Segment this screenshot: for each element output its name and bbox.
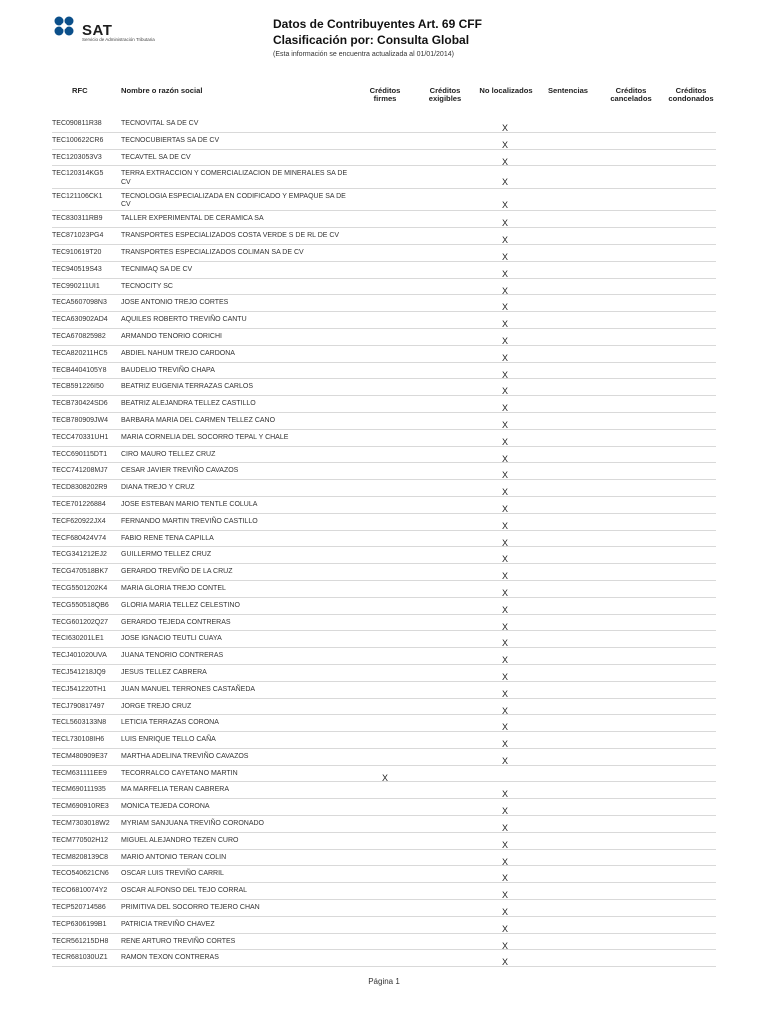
- table-row: [0, 312, 768, 329]
- name-cell: BARBARA MARIA DEL CARMEN TELLEZ CANO: [121, 416, 276, 424]
- table-row: [0, 480, 768, 497]
- x-mark: X: [502, 199, 509, 210]
- x-mark: X: [502, 218, 509, 229]
- x-mark: X: [502, 436, 509, 447]
- x-mark: X: [502, 823, 509, 834]
- name-cell: FABIO RENE TENA CAPILLA: [121, 534, 214, 542]
- rfc-cell: TECB4404105Y8: [52, 366, 107, 374]
- x-mark: X: [502, 655, 509, 666]
- x-mark: X: [502, 940, 509, 951]
- col-header-sentencias: Sentencias: [547, 86, 589, 95]
- name-cell: JOSE ESTEBAN MARIO TENTLE COLULA: [121, 500, 258, 508]
- rfc-cell: TECL730108IH6: [52, 736, 105, 744]
- x-mark: X: [502, 907, 509, 918]
- x-mark: X: [502, 722, 509, 733]
- x-mark: X: [502, 856, 509, 867]
- x-mark: X: [502, 177, 509, 188]
- name-cell: BAUDELIO TREVIÑO CHAPA: [121, 366, 215, 374]
- col-header-firmes: Créditos firmes: [369, 86, 401, 103]
- x-mark: X: [502, 123, 509, 133]
- rfc-cell: TEC120314KG5: [52, 170, 104, 178]
- table-row: [0, 189, 768, 212]
- rfc-cell: TEC940519S43: [52, 265, 102, 273]
- name-cell: OSCAR ALFONSO DEL TEJO CORRAL: [121, 887, 248, 895]
- row-divider: [52, 966, 716, 967]
- x-mark: X: [502, 470, 509, 481]
- table-row: [0, 766, 768, 783]
- name-cell: JOSE ANTONIO TREJO CORTES: [121, 299, 229, 307]
- rfc-cell: TECJ541218JQ9: [52, 668, 106, 676]
- col-header-cancelados: Créditos cancelados: [610, 86, 652, 103]
- name-cell: TECNIMAQ SA DE CV: [121, 265, 193, 273]
- rfc-cell: TEC910619T20: [52, 248, 102, 256]
- sat-logo: [52, 14, 182, 44]
- name-cell: MYRIAM SANJUANA TREVIÑO CORONADO: [121, 820, 265, 828]
- x-mark: X: [502, 957, 509, 968]
- x-mark: X: [502, 386, 509, 397]
- name-cell: FERNANDO MARTIN TREVIÑO CASTILLO: [121, 517, 258, 525]
- name-cell: GERARDO TREVIÑO DE LA CRUZ: [121, 568, 233, 576]
- name-cell: LETICIA TERRAZAS CORONA: [121, 719, 219, 727]
- name-cell: MIGUEL ALEJANDRO TEZEN CURO: [121, 836, 239, 844]
- name-cell: MONICA TEJEDA CORONA: [121, 803, 210, 811]
- x-mark: X: [502, 587, 509, 598]
- table-row: [0, 531, 768, 548]
- table-row: [0, 295, 768, 312]
- rfc-cell: TECA5607098N3: [52, 299, 107, 307]
- x-mark: X: [502, 251, 509, 262]
- table-row: [0, 816, 768, 833]
- name-cell: GUILLERMO TELLEZ CRUZ: [121, 551, 212, 559]
- x-mark: X: [502, 235, 509, 246]
- name-cell: BEATRIZ ALEJANDRA TELLEZ CASTILLO: [121, 400, 256, 408]
- rfc-cell: TECB730424SD6: [52, 400, 108, 408]
- rfc-cell: TEC090811R38: [52, 120, 102, 127]
- rfc-cell: TECJ541220TH1: [52, 685, 107, 693]
- x-mark: X: [502, 520, 509, 531]
- rfc-cell: TECA630902AD4: [52, 316, 108, 324]
- table-row: [0, 228, 768, 245]
- table-row: [0, 934, 768, 951]
- col-header-name: Nombre o razón social: [121, 86, 203, 95]
- x-mark: X: [502, 638, 509, 649]
- x-mark: X: [502, 537, 509, 548]
- name-cell: GLORIA MARIA TELLEZ CELESTINO: [121, 601, 240, 609]
- table-row: [0, 615, 768, 632]
- name-cell: PATRICIA TREVIÑO CHAVEZ: [121, 920, 215, 928]
- name-cell: ARMANDO TENORIO CORICHI: [121, 332, 222, 340]
- rfc-cell: TECG341212EJ2: [52, 551, 107, 559]
- table-row: [0, 396, 768, 413]
- table-row: [0, 346, 768, 363]
- table-row: [0, 430, 768, 447]
- rfc-cell: TECM631111EE9: [52, 769, 107, 777]
- rfc-cell: TECG550518QB6: [52, 601, 109, 609]
- table-row: [0, 262, 768, 279]
- table-row: [0, 850, 768, 867]
- rfc-cell: TECO6810074Y2: [52, 887, 108, 895]
- table-row: [0, 116, 768, 133]
- name-cell: BEATRIZ EUGENIA TERRAZAS CARLOS: [121, 383, 253, 391]
- name-cell: GERARDO TEJEDA CONTRERAS: [121, 618, 231, 626]
- name-cell: MARTHA ADELINA TREVIÑO CAVAZOS: [121, 752, 249, 760]
- document-subtitle: Clasificación por: Consulta Global: [273, 33, 470, 47]
- rfc-cell: TEC121106CK1: [52, 192, 103, 200]
- col-header-rfc: RFC: [72, 86, 88, 95]
- rfc-cell: TECG470518BK7: [52, 568, 109, 576]
- table-row: [0, 749, 768, 766]
- name-cell: CESAR JAVIER TREVIÑO CAVAZOS: [121, 467, 239, 475]
- name-cell: MARIO ANTONIO TERAN COLIN: [121, 853, 227, 861]
- rfc-cell: TECB591226I50: [52, 383, 104, 391]
- x-mark: X: [502, 268, 509, 279]
- taxpayer-table: [0, 116, 768, 967]
- name-cell: CIRO MAURO TELLEZ CRUZ: [121, 450, 216, 458]
- x-mark: X: [502, 806, 509, 817]
- page-number: Página 1: [368, 977, 400, 986]
- rfc-cell: TECE701226884: [52, 500, 106, 508]
- rfc-cell: TECB780909JW4: [52, 416, 109, 424]
- name-cell: LUIS ENRIQUE TELLO CAÑA: [121, 736, 216, 744]
- table-row: [0, 211, 768, 228]
- x-mark: X: [502, 890, 509, 901]
- table-row: [0, 447, 768, 464]
- x-mark: X: [382, 772, 389, 783]
- name-cell: RAMON TEXON CONTRERAS: [121, 954, 219, 962]
- rfc-cell: TECD8308202R9: [52, 484, 108, 492]
- name-cell: TECNOCITY SC: [121, 282, 173, 290]
- x-mark: X: [502, 503, 509, 514]
- table-row: [0, 413, 768, 430]
- rfc-cell: TECC470331UH1: [52, 433, 109, 441]
- table-row: [0, 245, 768, 262]
- rfc-cell: TECM480909E37: [52, 752, 108, 760]
- x-mark: X: [502, 302, 509, 313]
- table-row: [0, 950, 768, 967]
- x-mark: X: [502, 403, 509, 414]
- update-note: (Esta información se encuentra actualizada al 01/01/2014): [273, 51, 454, 58]
- name-cell: JESUS TELLEZ CABRERA: [121, 668, 207, 676]
- table-row: [0, 866, 768, 883]
- rfc-cell: TECC690115DT1: [52, 450, 108, 458]
- rfc-cell: TECP6306199B1: [52, 920, 107, 928]
- rfc-cell: TECI630201LE1: [52, 635, 104, 643]
- rfc-cell: TECR681030UZ1: [52, 954, 108, 962]
- name-cell: TECNOCUBIERTAS SA DE CV: [121, 136, 220, 144]
- rfc-cell: TEC1203053V3: [52, 153, 102, 161]
- rfc-cell: TECL5603133N8: [52, 719, 107, 727]
- col-header-exigibles: Créditos exigibles: [428, 86, 462, 103]
- table-row: [0, 631, 768, 648]
- table-row: [0, 514, 768, 531]
- rfc-cell: TECJ401020UVA: [52, 652, 107, 660]
- document-title: Datos de Contribuyentes Art. 69 CFF: [273, 17, 482, 31]
- table-row: [0, 799, 768, 816]
- table-row: [0, 463, 768, 480]
- name-cell: DIANA TREJO Y CRUZ: [121, 484, 195, 492]
- name-cell: RENE ARTURO TREVIÑO CORTES: [121, 937, 236, 945]
- table-row: [0, 581, 768, 598]
- name-cell: TRANSPORTES ESPECIALIZADOS COSTA VERDE S DE RL DE CV: [121, 232, 340, 240]
- name-cell: TERRA EXTRACCION Y COMERCIALIZACION DE MINERALES SA DE CV: [121, 170, 348, 186]
- x-mark: X: [502, 839, 509, 850]
- rfc-cell: TEC871023PG4: [52, 232, 104, 240]
- table-row: [0, 379, 768, 396]
- name-cell: JOSE IGNACIO TEUTLI CUAYA: [121, 635, 222, 643]
- x-mark: X: [502, 319, 509, 330]
- table-row: [0, 900, 768, 917]
- name-cell: TALLER EXPERIMENTAL DE CERAMICA SA: [121, 215, 264, 223]
- x-mark: X: [502, 453, 509, 464]
- x-mark: X: [502, 789, 509, 800]
- x-mark: X: [502, 285, 509, 296]
- name-cell: TECORRALCO CAYETANO MARTIN: [121, 769, 238, 777]
- table-row: [0, 363, 768, 380]
- logo-text: SAT: [82, 22, 113, 39]
- rfc-cell: TECG601202Q27: [52, 618, 109, 626]
- rfc-cell: TECM690111935: [52, 786, 106, 794]
- name-cell: MARIA GLORIA TREJO CONTEL: [121, 584, 226, 592]
- rfc-cell: TECA820211HC5: [52, 349, 108, 357]
- name-cell: JUANA TENORIO CONTRERAS: [121, 652, 224, 660]
- name-cell: AQUILES ROBERTO TREVIÑO CANTU: [121, 316, 247, 324]
- x-mark: X: [502, 419, 509, 430]
- x-mark: X: [502, 621, 509, 632]
- name-cell: MA MARFELIA TERAN CABRERA: [121, 786, 230, 794]
- table-row: [0, 150, 768, 167]
- x-mark: X: [502, 156, 509, 167]
- table-row: [0, 883, 768, 900]
- name-cell: TECNOVITAL SA DE CV: [121, 120, 199, 127]
- rfc-cell: TECC741208MJ7: [52, 467, 108, 475]
- x-mark: X: [502, 139, 509, 150]
- rfc-cell: TECM770502H12: [52, 836, 109, 844]
- rfc-cell: TEC990211UI1: [52, 282, 100, 290]
- table-row: [0, 699, 768, 716]
- rfc-cell: TECR561215DH8: [52, 937, 109, 945]
- x-mark: X: [502, 352, 509, 363]
- x-mark: X: [502, 487, 509, 498]
- name-cell: MARIA CORNELIA DEL SOCORRO TEPAL Y CHALE: [121, 433, 289, 441]
- table-row: [0, 665, 768, 682]
- table-row: [0, 598, 768, 615]
- name-cell: OSCAR LUIS TREVIÑO CARRIL: [121, 870, 224, 878]
- col-header-no-localizados: No localizados: [479, 86, 533, 95]
- table-row: [0, 497, 768, 514]
- sat-logo-icon: [52, 14, 80, 44]
- table-row: [0, 833, 768, 850]
- x-mark: X: [502, 604, 509, 615]
- x-mark: X: [502, 335, 509, 346]
- x-mark: X: [502, 554, 509, 565]
- table-row: [0, 279, 768, 296]
- table-row: [0, 682, 768, 699]
- x-mark: X: [502, 688, 509, 699]
- x-mark: X: [502, 739, 509, 750]
- name-cell: TRANSPORTES ESPECIALIZADOS COLIMAN SA DE CV: [121, 248, 304, 256]
- rfc-cell: TEC100622CR6: [52, 136, 104, 144]
- table-row: [0, 166, 768, 189]
- table-row: [0, 732, 768, 749]
- table-row: [0, 917, 768, 934]
- rfc-cell: TECM7303018W2: [52, 820, 110, 828]
- table-row: [0, 547, 768, 564]
- name-cell: TECAVTEL SA DE CV: [121, 153, 191, 161]
- x-mark: X: [502, 369, 509, 380]
- x-mark: X: [502, 671, 509, 682]
- name-cell: JUAN MANUEL TERRONES CASTAÑEDA: [121, 685, 256, 693]
- rfc-cell: TECO540621CN6: [52, 870, 109, 878]
- name-cell: JORGE TREJO CRUZ: [121, 702, 192, 710]
- x-mark: X: [502, 923, 509, 934]
- logo-subtitle: Servicio de Administración Tributaria: [82, 37, 155, 42]
- rfc-cell: TECG5501202K4: [52, 584, 108, 592]
- name-cell: ABDIEL NAHUM TREJO CARDONA: [121, 349, 235, 357]
- rfc-cell: TECP520714586: [52, 904, 106, 912]
- table-row: [0, 564, 768, 581]
- name-cell: TECNOLOGIA ESPECIALIZADA EN CODIFICADO Y EMPAQUE SA DE CV: [121, 192, 346, 209]
- table-row: [0, 715, 768, 732]
- rfc-cell: TEC830311RB9: [52, 215, 103, 223]
- table-row: [0, 133, 768, 150]
- x-mark: X: [502, 873, 509, 884]
- rfc-cell: TECA670825982: [52, 332, 106, 340]
- table-row: [0, 782, 768, 799]
- rfc-cell: TECJ790817497: [52, 702, 105, 710]
- table-row: [0, 329, 768, 346]
- rfc-cell: TECF680424V74: [52, 534, 107, 542]
- col-header-condonados: Créditos condonados: [668, 86, 714, 103]
- x-mark: X: [502, 571, 509, 582]
- rfc-cell: TECM690910RE3: [52, 803, 109, 811]
- rfc-cell: TECF620922JX4: [52, 517, 106, 525]
- rfc-cell: TECM8208139C8: [52, 853, 109, 861]
- x-mark: X: [502, 705, 509, 716]
- x-mark: X: [502, 755, 509, 766]
- name-cell: PRIMITIVA DEL SOCORRO TEJERO CHAN: [121, 904, 260, 912]
- table-row: [0, 648, 768, 665]
